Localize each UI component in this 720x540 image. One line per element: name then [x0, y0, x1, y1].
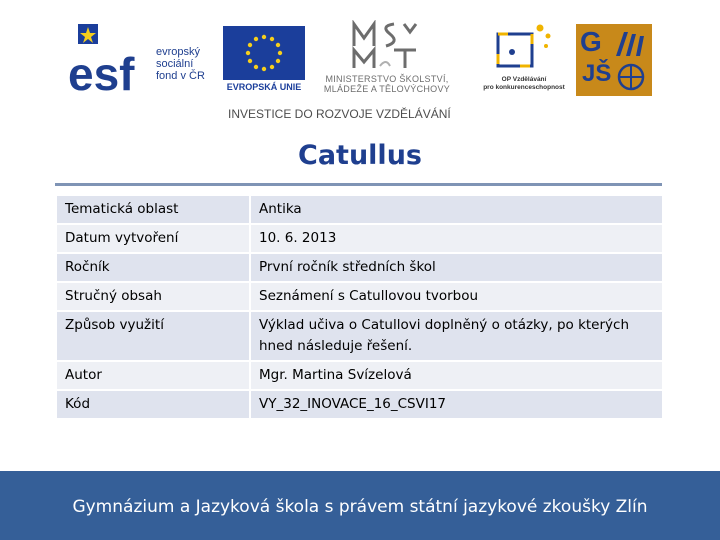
esf-caption-line: sociální	[156, 58, 194, 70]
table-row	[57, 196, 662, 225]
esf-logo	[68, 24, 218, 96]
table-cell-label: Kód	[57, 391, 251, 418]
table-row	[57, 391, 662, 420]
info-table	[57, 196, 662, 420]
op-logo	[478, 22, 570, 98]
msmt-caption-line: MLÁDEŽE A TĚLOVÝCHOVY	[323, 84, 451, 94]
esf-mark-text: esf	[68, 48, 135, 96]
msmt-caption	[312, 74, 462, 94]
footer-bar	[0, 471, 720, 540]
books-icon	[614, 30, 648, 58]
eu-label: EVROPSKÁ UNIE	[226, 82, 302, 92]
table-row	[57, 362, 662, 391]
esf-caption-line: fond v ČR	[156, 70, 205, 82]
logo-band	[0, 0, 720, 130]
table-cell-label: Datum vytvoření	[57, 225, 251, 252]
table-row	[57, 225, 662, 254]
table-cell-label: Stručný obsah	[57, 283, 251, 310]
table-row	[57, 283, 662, 312]
gjs-logo-letters: JŠ	[582, 60, 612, 87]
investice-tagline: INVESTICE DO ROZVOJE VZDĚLÁVÁNÍ	[228, 107, 451, 121]
gjs-logo-letter: G	[580, 26, 602, 57]
table-row	[57, 254, 662, 283]
table-cell-value: VY_32_INOVACE_16_CSVI17	[259, 396, 447, 412]
table-cell-value: 10. 6. 2013	[259, 230, 337, 246]
msmt-emblem-icon	[350, 20, 422, 72]
op-caption	[478, 76, 570, 92]
eu-flag-icon	[223, 26, 305, 80]
footer-school-name: Gymnázium a Jazyková škola s právem státní jazykové zkoušky Zlín	[72, 497, 648, 517]
table-cell-value: Mgr. Martina Svízelová	[259, 367, 412, 383]
globe-icon	[616, 62, 646, 92]
esf-mark-icon	[68, 24, 154, 96]
title-divider	[55, 183, 662, 186]
table-cell-value: Antika	[259, 201, 302, 217]
msmt-logo	[312, 20, 462, 100]
eu-logo	[218, 26, 308, 98]
table-cell-value: První ročník středních škol	[259, 259, 436, 275]
table-cell-value: Výklad učiva o Catullovi doplněný o otázky, po kterých hned následuje řešení.	[259, 317, 630, 354]
op-caption-line: OP Vzdělávání	[501, 76, 547, 83]
table-row	[57, 312, 662, 362]
op-caption-line: pro konkurenceschopnost	[483, 84, 565, 91]
esf-caption-line: evropský	[156, 46, 201, 58]
table-cell-label: Ročník	[57, 254, 251, 281]
gjs-logo	[576, 24, 652, 96]
op-emblem-icon	[490, 22, 558, 74]
page-title: Catullus	[298, 140, 422, 171]
table-cell-label: Autor	[57, 362, 251, 389]
table-cell-label: Způsob využití	[57, 312, 251, 360]
table-cell-label: Tematická oblast	[57, 196, 251, 223]
table-cell-value: Seznámení s Catullovou tvorbou	[259, 288, 479, 304]
esf-caption	[156, 46, 205, 82]
msmt-caption-line: MINISTERSTVO ŠKOLSTVÍ,	[325, 74, 449, 84]
